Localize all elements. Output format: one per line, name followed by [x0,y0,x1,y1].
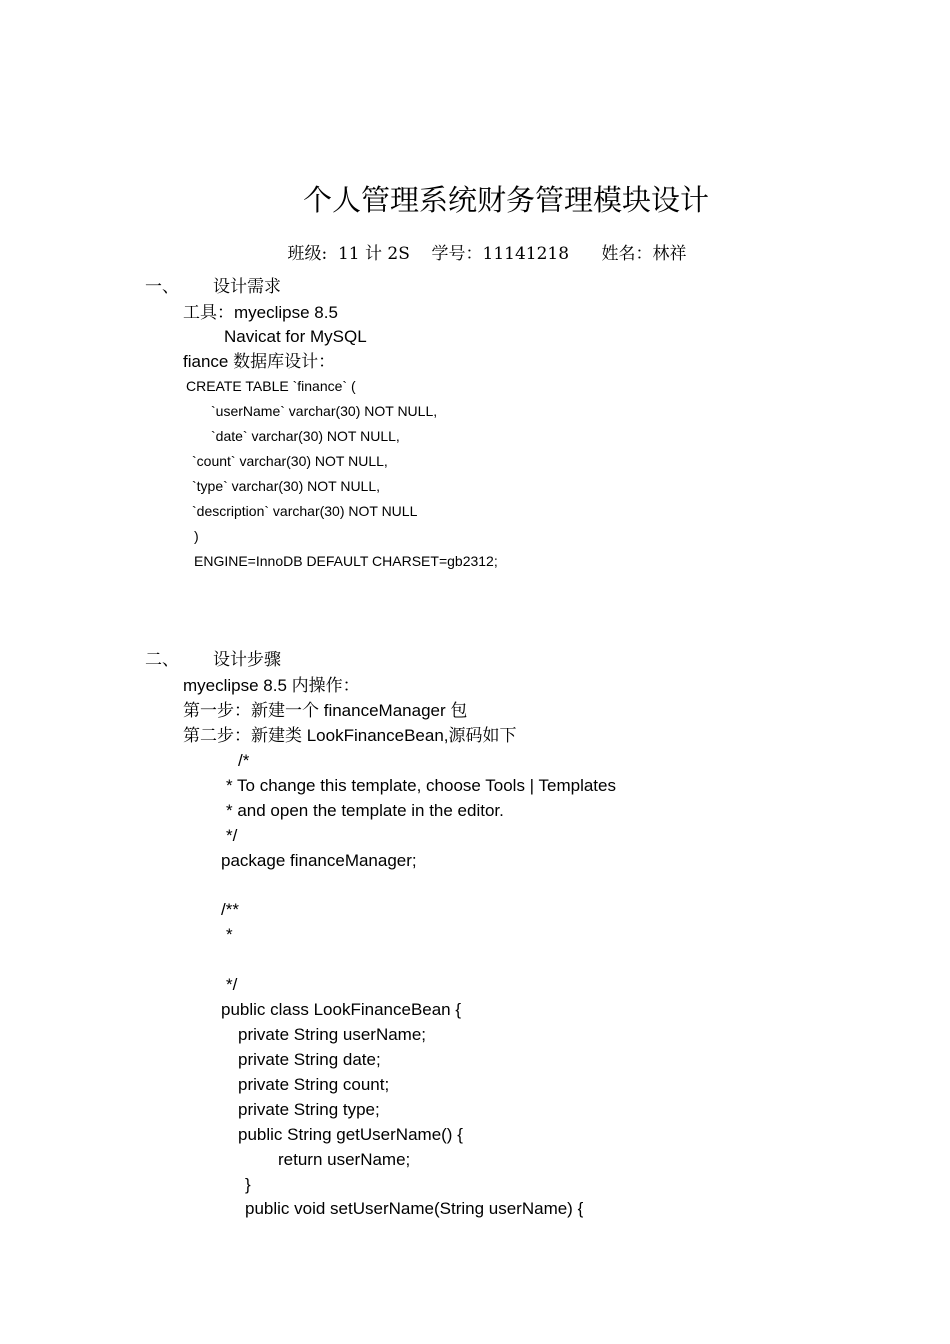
sql-line: `description` varchar(30) NOT NULL [192,503,418,519]
tools-line: 工具：myeclipse 8.5 [183,303,338,322]
document-subtitle [278,228,686,263]
section2-number: 二、 [145,650,179,670]
code-line: private String type; [238,1100,380,1119]
code-line: */ [226,826,238,845]
code-line: } [245,1175,251,1194]
step-2: 第二步：新建类 LookFinanceBean,源码如下 [183,726,517,745]
sql-line: `type` varchar(30) NOT NULL, [192,478,381,494]
code-line: /* [238,751,250,770]
code-line: private String date; [238,1050,381,1069]
sql-line: `userName` varchar(30) NOT NULL, [211,403,438,419]
code-line: * To change this template, choose Tools | Templates [226,776,616,795]
code-line: public String getUserName() { [238,1125,463,1144]
sql-line: ENGINE=InnoDB DEFAULT CHARSET=gb2312; [194,553,498,569]
document-title: 个人管理系统财务管理模块设计 [303,183,710,217]
code-line: * [226,925,233,944]
sql-line: CREATE TABLE `finance` ( [186,378,356,394]
code-line: */ [226,975,238,994]
section1-heading: 设计需求 [213,277,281,297]
step-intro: myeclipse 8.5 内操作： [183,676,360,695]
code-line: /** [221,900,239,919]
subtitle-text: 班级: 11 计 2S 学号：11141218 姓名：林祥 [287,244,687,264]
section1-number: 一、 [145,277,179,297]
code-line: private String count; [238,1075,390,1094]
tools-second-line: Navicat for MySQL [224,327,367,346]
sql-line: `count` varchar(30) NOT NULL, [192,453,388,469]
code-line: * and open the template in the editor. [226,801,504,820]
code-line: public void setUserName(String userName) { [245,1199,584,1218]
sql-line: ) [194,528,199,544]
code-line: private String userName; [238,1025,427,1044]
code-line: package financeManager; [221,851,417,870]
code-line: public class LookFinanceBean { [221,1000,462,1019]
db-design-title: fiance 数据库设计： [183,352,336,371]
section2-heading: 设计步骤 [213,650,281,670]
step-1: 第一步：新建一个 financeManager 包 [183,701,468,720]
sql-line: `date` varchar(30) NOT NULL, [211,428,400,444]
code-line: return userName; [278,1150,411,1169]
